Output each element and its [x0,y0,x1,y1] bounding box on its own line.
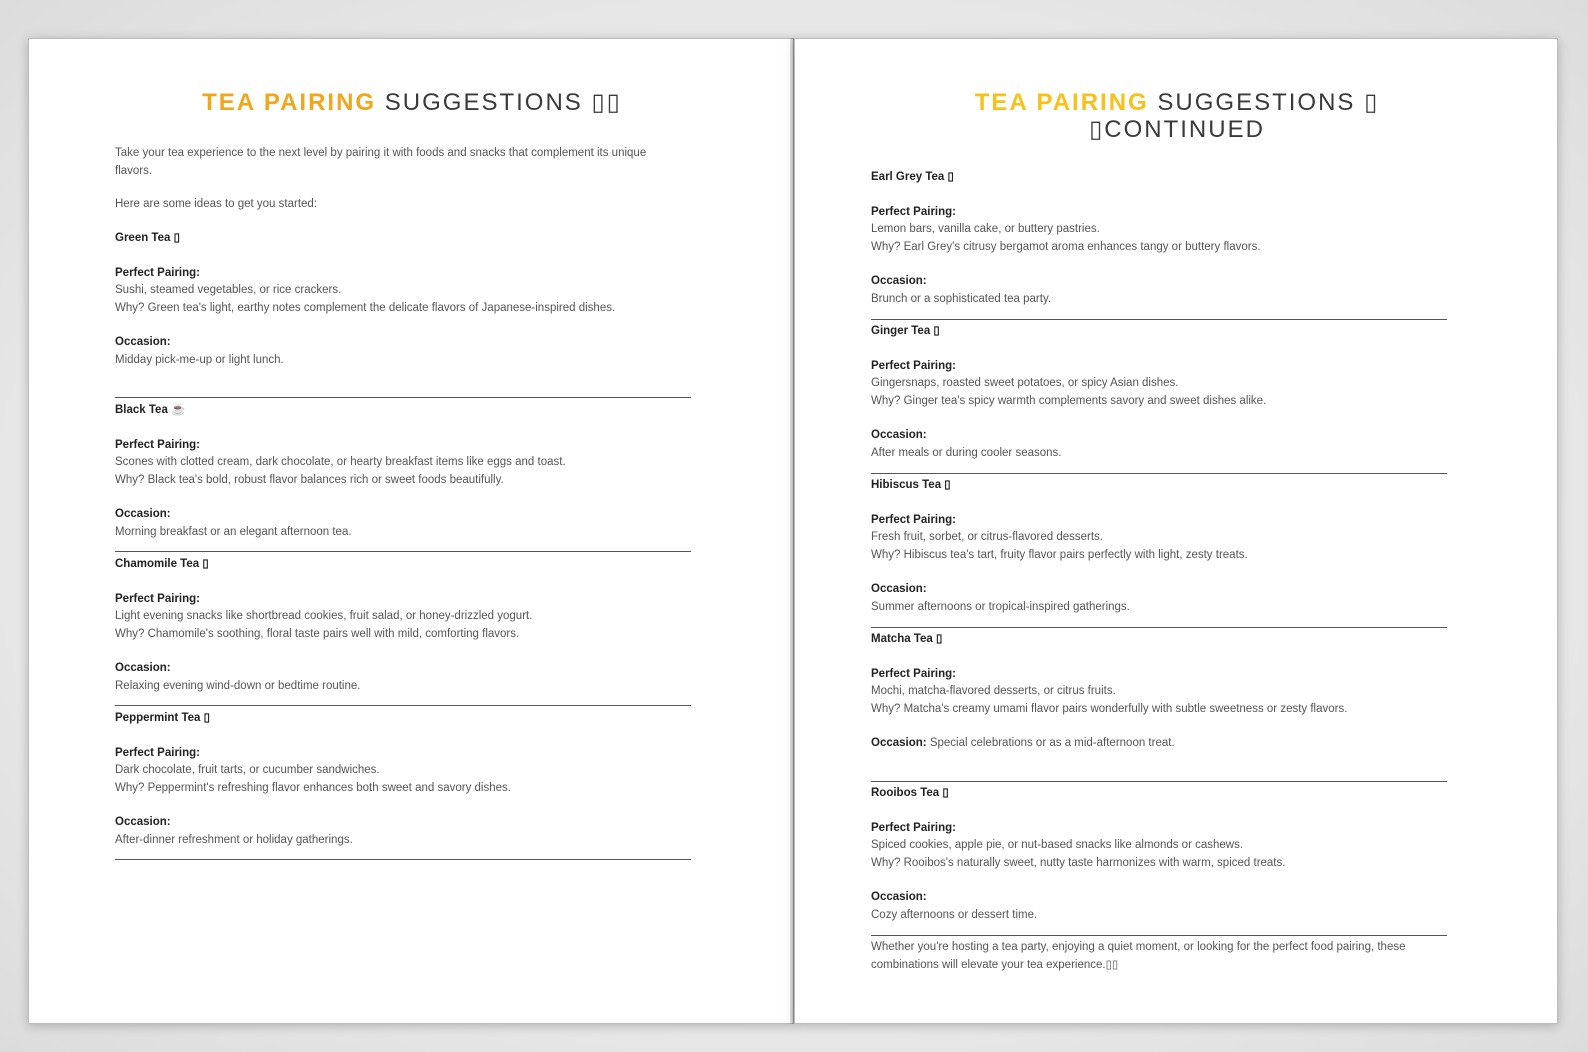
section-chamomile-tea [115,556,705,695]
section-title: Rooibos Tea ▯ [871,787,949,799]
title-highlight: TEA PAIRING [202,89,377,116]
occasion-text: Cozy afternoons or dessert time. [871,908,1038,921]
occasion-label: Occasion: [115,662,171,674]
left-page [28,38,794,1024]
section-green-tea [115,230,691,369]
pairing-label: Perfect Pairing: [115,266,200,279]
section-title: Peppermint Tea ▯ [115,712,210,724]
occasion-label: Occasion: [115,508,171,520]
section-title: Green Tea ▯ [115,232,180,244]
pairing-label: Perfect Pairing: [115,746,200,759]
why-text: Why? Hibiscus tea's tart, fruity flavor pairs perfectly with light, zesty treats. [871,548,1248,561]
why-text: Why? Peppermint's refreshing flavor enhances both sweet and savory dishes. [115,781,511,794]
occasion-text: After meals or during cooler seasons. [871,446,1062,459]
pairing-text: Fresh fruit, sorbet, or citrus-flavored desserts. [871,531,1103,543]
why-text: Why? Ginger tea's spicy warmth complements savory and sweet dishes alike. [871,394,1267,407]
pairing-label: Perfect Pairing: [871,667,956,680]
separator [871,319,1447,320]
occasion-label: Occasion: [871,429,927,441]
occasion-text: Brunch or a sophisticated tea party. [871,292,1052,305]
section-earl-grey-tea [871,169,1471,308]
page-title [795,89,1559,143]
intro-text-2: Here are some ideas to get you started: [115,198,317,210]
why-text: Why? Rooibos's naturally sweet, nutty taste harmonizes with warm, spiced treats. [871,856,1286,869]
section-title: Ginger Tea ▯ [871,325,940,337]
occasion-label: Occasion: [115,816,171,828]
occasion-text: Special celebrations or as a mid-afternoon treat. [929,737,1175,749]
section-rooibos-tea [871,785,1471,924]
why-text: Why? Green tea's light, earthy notes complement the delicate flavors of Japanese-inspired dishes. [115,301,616,314]
pairing-label: Perfect Pairing: [871,821,956,834]
occasion-label: Occasion: [871,275,927,287]
title-highlight: TEA PAIRING [974,89,1149,116]
occasion-label: Occasion: [871,737,927,749]
pairing-label: Perfect Pairing: [115,592,200,605]
why-text: Why? Chamomile's soothing, floral taste pairs well with mild, comforting flavors. [115,627,520,640]
closing-text: Whether you're hosting a tea party, enjoying a quiet moment, or looking for the perfect food pairing, these combinations will elevate your tea experience.▯▯ [871,941,1406,971]
pairing-text: Dark chocolate, fruit tarts, or cucumber sandwiches. [115,764,380,776]
separator [115,705,691,706]
pairing-text: Scones with clotted cream, dark chocolate, or hearty breakfast items like eggs and toast. [115,456,566,468]
section-title: Hibiscus Tea ▯ [871,479,951,491]
pairing-label: Perfect Pairing: [871,513,956,526]
occasion-text: After-dinner refreshment or holiday gatherings. [115,833,353,846]
section-ginger-tea [871,323,1471,462]
title-rest: SUGGESTIONS ▯ [1148,89,1380,116]
why-text: Why? Earl Grey's citrusy bergamot aroma enhances tangy or buttery flavors. [871,240,1261,253]
intro-text: Take your tea experience to the next level by pairing it with foods and snacks that complement its unique flavors. [115,147,647,177]
section-hibiscus-tea [871,477,1471,616]
why-text: Why? Matcha's creamy umami flavor pairs wonderfully with subtle sweetness or zesty flavors. [871,702,1348,715]
occasion-label: Occasion: [115,336,171,348]
pairing-text: Gingersnaps, roasted sweet potatoes, or spicy Asian dishes. [871,377,1179,389]
separator [115,397,691,398]
separator [871,627,1447,628]
right-page [794,38,1558,1024]
pairing-text: Mochi, matcha-flavored desserts, or citrus fruits. [871,685,1116,697]
occasion-text: Midday pick-me-up or light lunch. [115,353,284,366]
section-matcha-tea [871,631,1441,753]
title-line-2: ▯CONTINUED [1089,116,1265,143]
pairing-label: Perfect Pairing: [115,438,200,451]
page-title [29,89,795,116]
separator [871,781,1447,782]
section-title: Chamomile Tea ▯ [115,558,209,570]
section-title: Matcha Tea ▯ [871,633,943,645]
occasion-text: Relaxing evening wind-down or bedtime routine. [115,679,361,692]
separator [115,859,691,860]
section-title: Earl Grey Tea ▯ [871,171,954,183]
separator [871,935,1447,936]
section-title: Black Tea ☕ [115,404,186,416]
occasion-text: Morning breakfast or an elegant afternoon tea. [115,525,352,538]
occasion-text: Summer afternoons or tropical-inspired gatherings. [871,600,1130,613]
pairing-text: Lemon bars, vanilla cake, or buttery pastries. [871,223,1100,235]
separator [115,551,691,552]
why-text: Why? Black tea's bold, robust flavor balances rich or sweet foods beautifully. [115,473,504,486]
section-black-tea [115,402,705,541]
pairing-label: Perfect Pairing: [871,359,956,372]
separator [871,473,1447,474]
occasion-label: Occasion: [871,891,927,903]
pairing-text: Light evening snacks like shortbread cookies, fruit salad, or honey-drizzled yogurt. [115,610,533,622]
pairing-text: Spiced cookies, apple pie, or nut-based snacks like almonds or cashews. [871,839,1244,851]
pairing-label: Perfect Pairing: [871,205,956,218]
occasion-label: Occasion: [871,583,927,595]
title-rest: SUGGESTIONS ▯▯ [376,89,622,116]
section-peppermint-tea [115,710,705,849]
pairing-text: Sushi, steamed vegetables, or rice crackers. [115,284,342,296]
